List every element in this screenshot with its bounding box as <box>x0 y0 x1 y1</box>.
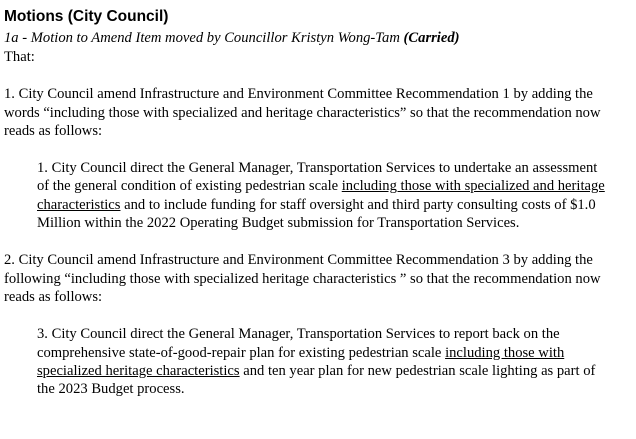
page-title: Motions (City Council) <box>4 8 169 25</box>
recommendation-1-underlined-phrase: including those with specialized and heritage characteristics <box>37 178 605 213</box>
recommendation-1-text-pre: 1. City Council direct the General Manager, Transportation Services to undertake an assessment of the general condition of existing pedestrian scale <box>37 160 598 195</box>
recommendation-3-text-pre: 3. City Council direct the General Manager, Transportation Services to report back on the comprehensive state-of-good-repair plan for existing pedestrian scale <box>37 326 560 361</box>
amendment-2-paragraph: 2. City Council amend Infrastructure and Environment Committee Recommendation 3 by adding the following “including those with specialized heritage characteristics ” so that the recommendation now reads as follows: <box>4 252 601 305</box>
recommendation-3-text-post: and ten year plan for new pedestrian scale lighting as part of the 2023 Budget process. <box>37 362 596 398</box>
recommendation-1-paragraph <box>37 159 608 232</box>
that-line: That: <box>4 49 35 65</box>
amendment-1-paragraph: 1. City Council amend Infrastructure and Environment Committee Recommendation 1 by adding the words “including those with specialized and heritage characteristics” so that the recommendation now reads as follows: <box>4 86 601 139</box>
motion-header <box>4 29 610 48</box>
recommendation-1-text-post: and to include funding for staff oversight and third party consulting costs of $1.0 Million within the 2022 Operating Budget submission for Transportation Services. <box>37 196 596 232</box>
recommendation-3-paragraph <box>37 325 608 398</box>
motion-carried-status: (Carried) <box>403 30 460 46</box>
recommendation-3-underlined-phrase: including those with specialized heritage characteristics <box>37 344 565 379</box>
motion-header-text: 1a - Motion to Amend Item moved by Councillor Kristyn Wong-Tam <box>4 30 404 46</box>
